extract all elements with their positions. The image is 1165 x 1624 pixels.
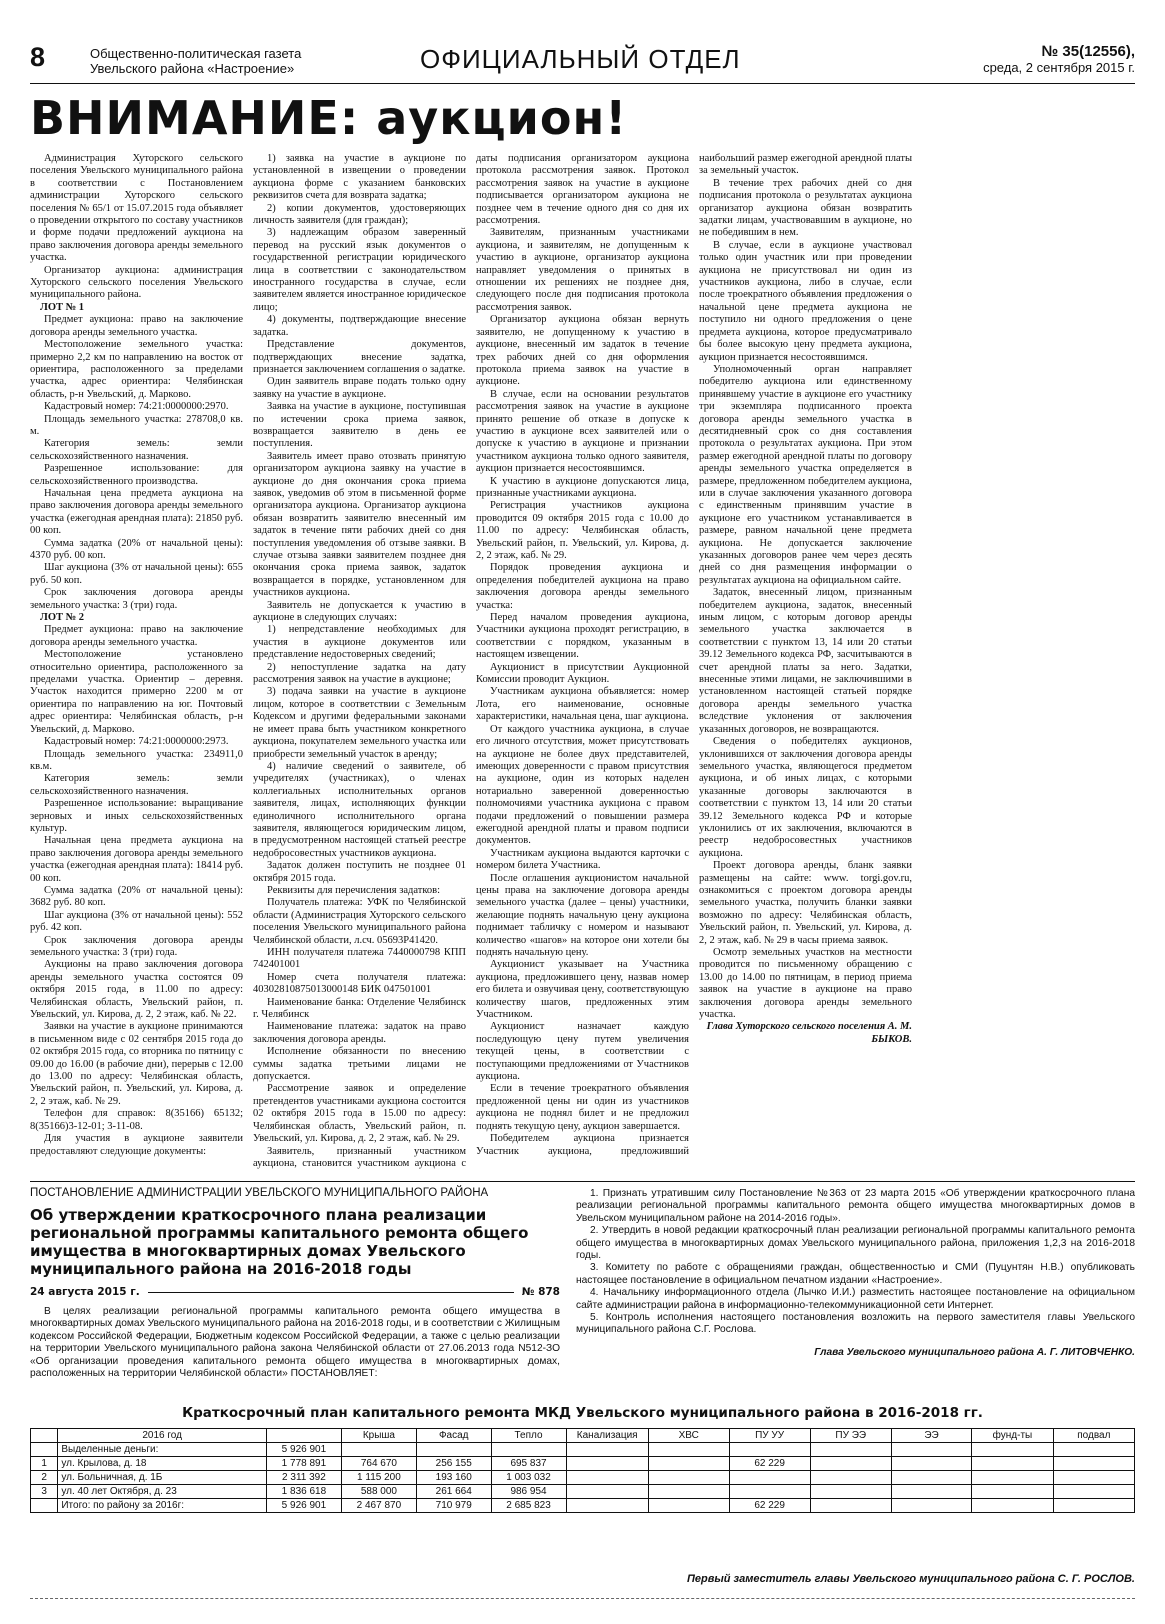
notice-paragraph: Если в течение троекратного объявления предложенной цены ни один из участников аукциона не поднял билет и не предложил поднять текущую цену, аукцион завершается. xyxy=(476,1083,689,1132)
notice-paragraph: Телефон для справок: 8(35166) 65132; 8(35166)3-12-01; 3-11-08. xyxy=(30,1108,243,1132)
decree-date: 24 августа 2015 г. xyxy=(30,1286,140,1298)
decree-kicker: ПОСТАНОВЛЕНИЕ АДМИНИСТРАЦИИ УВЕЛЬСКОГО МУНИЦИПАЛЬНОГО РАЙОНА xyxy=(30,1187,489,1199)
plan-cell xyxy=(810,1485,891,1499)
plan-cell xyxy=(648,1443,729,1457)
notice-paragraph: Администрация Хуторского сельского поселения Увельского муниципального района в соответствии с Постановлением администрации Хуторского сельского поселения № 65/1 от 15.07.2015 года объявляет о проведении открытого по составу участников и форме подачи предложений аукциона на право заключения договора аренды земельного участка. xyxy=(30,153,243,264)
plan-cell xyxy=(648,1499,729,1513)
notice-paragraph: ИНН получателя платежа 7440000798 КПП 742401001 xyxy=(253,947,466,971)
plan-cell: 710 979 xyxy=(416,1499,491,1513)
plan-cell: 1 836 618 xyxy=(266,1485,341,1499)
notice-paragraph: Проект договора аренды, бланк заявки размещены на сайте: www. torgi.gov.ru, ознакомиться с проектом договора аренды земельного участка, получить бланки заявки возможно по адресу: Челябинская область, Увельский район, п. Увельский, ул. Кирова, д. 2, 2 этаж, каб. № 29 в часы приема заявок. xyxy=(699,860,912,946)
notice-paragraph: Уполномоченный орган направляет победителю аукциона или единственному принявшему участие в аукционе его участнику три экземпляра подписанного проекта договора аренды земельного участка в десятидневный срок со дня составления протокола о результатах аукциона. При этом размер ежегодной арендной платы по договору аренды земельного участка определяется в размере, предложенном победителем аукциона, или в случае заключения указанного договора с единственным принявшим участие в аукционе его участником устанавливается в размере, равном начальной цене предмета аукциона. Не допускается заключение указанных договоров ранее чем через десять дней со дня размещения информации о результатах аукциона на официальном сайте. xyxy=(699,363,912,586)
plan-cell xyxy=(566,1499,648,1513)
notice-paragraph: Наименование банка: Отделение Челябинск г. Челябинск xyxy=(253,996,466,1021)
plan-cell: Итого: по району за 2016г: xyxy=(58,1499,267,1513)
notice-paragraph: Сумма задатка (20% от начальной цены): 4370 руб. 00 коп. xyxy=(30,537,243,561)
plan-cell xyxy=(566,1485,648,1499)
plan-cell xyxy=(891,1457,971,1471)
plan-row xyxy=(31,1485,1135,1499)
notice-paragraph: Аукционист указывает на Участника аукциона, предложившего цену, назвав номер его билета и озвучивая цену, соответствующую количеству шагов, предложенных этим Участником. xyxy=(476,959,689,1021)
decree-signature: Глава Увельского муниципального района А. Г. ЛИТОВЧЕНКО. xyxy=(814,1346,1135,1358)
plan-cell: 2 311 392 xyxy=(266,1471,341,1485)
plan-cell xyxy=(972,1485,1053,1499)
notice-paragraph: Срок заключения договора аренды земельного участка: 3 (три) года. xyxy=(30,934,243,958)
plan-header-cell: ЭЭ xyxy=(891,1429,971,1443)
plan-header-cell xyxy=(31,1429,58,1443)
section-divider xyxy=(30,1181,1135,1182)
notice-paragraph: В случае, если на основании результатов рассмотрения заявок на участие в аукционе принято решение об отказе в допуске к участию в аукционе всех заявителей или о допуске к участию в аукционе и признании участником аукциона только одного заявителя, аукцион признается несостоявшимся. xyxy=(476,388,689,475)
notice-paragraph: 2) копии документов, удостоверяющих личность заявителя (для граждан); xyxy=(253,202,466,227)
notice-paragraph: Регистрация участников аукциона проводится 09 октября 2015 года с 10.00 до 11.00 по адресу: Челябинская область, Увельский район, п. Увельский, ул. Кирова, д. 2, 2 этаж, каб. № 29. xyxy=(476,500,689,561)
notice-paragraph: Задаток, внесенный лицом, признанным победителем аукциона, задаток, внесенный иным лицом, с которым договор аренды земельного участка заключается в соответствии с пунктом 13, 14 или 20 статьи 39.12 Земельного кодекса РФ, засчитываются в счет арендной платы за него. Задатки, внесенные этими лицами, не заключившими в установленном настоящей статьей порядке договора аренды земельного участка вследствие уклонения от заключения указанных договоров, не возвращаются. xyxy=(699,587,912,735)
decree-number: № 878 xyxy=(521,1286,560,1298)
plan-cell xyxy=(1053,1485,1134,1499)
notice-paragraph: 2) непоступление задатка на дату рассмотрения заявок на участие в аукционе; xyxy=(253,661,466,686)
plan-cell xyxy=(972,1499,1053,1513)
decree-item: 4. Начальнику информационного отдела (Лычко И.И.) разместить настоящее постановление на официальном сайте администрации района в информационно-телекоммуникационной сети Интернет. xyxy=(576,1287,1135,1311)
plan-cell xyxy=(648,1471,729,1485)
notice-paragraph: Разрешенное использование: для сельскохозяйственного производства. xyxy=(30,463,243,487)
notice-paragraph: Участникам аукциона выдаются карточки с номером билета Участника. xyxy=(476,847,689,872)
plan-header-cell: Канализация xyxy=(566,1429,648,1443)
notice-paragraph: Категория земель: земли сельскохозяйственного назначения. xyxy=(30,773,243,797)
notice-paragraph: Заявки на участие в аукционе принимаются в письменном виде с 02 сентября 2015 года до 02 октября 2015 года, со вторника по пятницу с 09.00 до 16.00 (в рабочие дни), перерыв с 12.00 до 13.00 по адресу: Челябинская область, Увельский район, п. Увельский, ул. Кирова, д. 2, 2 этаж, каб. № 29. xyxy=(30,1021,243,1107)
plan-cell xyxy=(566,1457,648,1471)
notice-paragraph: Заявитель, признанный участником аукциона, становится участником аукциона с даты подписания организатором аукциона протокола рассмотрения заявок. Протокол рассмотрения заявок на участие в аукционе подписывается организатором аукциона не позднее чем в течение одного дня со дня их рассмотрения. xyxy=(253,153,689,1169)
plan-cell xyxy=(810,1457,891,1471)
plan-cell xyxy=(891,1499,971,1513)
plan-cell: 256 155 xyxy=(416,1457,491,1471)
plan-header-cell: Фасад xyxy=(416,1429,491,1443)
notice-paragraph: Местоположение земельного участка: примерно 2,2 км по направлению на восток от ориентира, расположенного за пределами участка, адрес ориентира: Челябинская область, р-н Увельский, д. Марково. xyxy=(30,339,243,400)
notice-paragraph: Кадастровый номер: 74:21:0000000:2970. xyxy=(44,401,229,413)
decree-items xyxy=(576,1188,1135,1337)
notice-paragraph: 4) наличие сведений о заявителе, об учредителях (участниках), о членах коллегиальных исполнительных органов заявителя, лицах, исполняющих функции единоличного исполнительного органа заявителя, являющегося юридическим лицом, в предусмотренном настоящей статьей реестре недобросовестных участников аукциона. xyxy=(253,760,466,859)
newspaper-name-line: Общественно-политическая газета xyxy=(90,46,302,61)
notice-paragraph: Организатор аукциона обязан вернуть заявителю, не допущенному к участию в аукционе, внесенный им задаток в течение трех рабочих дней со дня оформления протокола приема заявок на участие в аукционе. xyxy=(476,314,689,388)
plan-cell xyxy=(491,1443,566,1457)
plan-cell: 3 xyxy=(31,1485,58,1499)
plan-row xyxy=(31,1443,1135,1457)
plan-row xyxy=(31,1457,1135,1471)
plan-cell xyxy=(972,1471,1053,1485)
decree-preamble: В целях реализации региональной программы капитального ремонта общего имущества в многоквартирных домах Увельского муниципального района на 2016-2018 годы, и в соответствии с Жилищным кодексом Российской Федерации, Бюджетным кодексом Российской Федерации, а также с целью реализации на территории Увельского муниципального района закона Челябинской области от 27.06.2013 года N512-ЗО «Об организации проведения капитального ремонта общего имущества в многоквартирных домах, расположенных на территории Челябинской области» ПОСТАНОВЛЯЕТ: xyxy=(30,1306,560,1380)
plan-cell xyxy=(810,1471,891,1485)
notice-paragraph: Аукционист назначает каждую последующую цену путем увеличения текущей цены, в соответствии с поступающими предложениями от Участников аукциона. xyxy=(476,1021,689,1083)
plan-cell xyxy=(891,1485,971,1499)
notice-paragraph: Срок заключения договора аренды земельного участка: 3 (три) года. xyxy=(30,587,243,611)
notice-paragraph: Предмет аукциона: право на заключение договора аренды земельного участка. xyxy=(30,314,243,338)
notice-paragraph: Предмет аукциона: право на заключение договора аренды земельного участка. xyxy=(30,624,243,648)
plan-header-cell xyxy=(266,1429,341,1443)
notice-paragraph: Организатор аукциона: администрация Хуторского сельского поселения Увельского муниципального района. xyxy=(30,264,243,301)
plan-cell: 1 778 891 xyxy=(266,1457,341,1471)
plan-cell: 1 115 200 xyxy=(341,1471,416,1485)
plan-header-cell: Крыша xyxy=(341,1429,416,1443)
plan-cell xyxy=(891,1443,971,1457)
plan-cell xyxy=(566,1471,648,1485)
notice-paragraph: Разрешенное использование: выращивание зерновых и иных сельскохозяйственных культур. xyxy=(30,798,243,834)
plan-cell: 2 685 823 xyxy=(491,1499,566,1513)
plan-cell xyxy=(648,1457,729,1471)
plan-title: Краткосрочный план капитального ремонта МКД Увельского муниципального района в 2016-2018 гг. xyxy=(182,1405,983,1421)
notice-paragraph: Для участия в аукционе заявители предоставляют следующие документы: xyxy=(30,1133,243,1157)
plan-cell: 5 926 901 xyxy=(266,1443,341,1457)
newspaper-name-line: Увельского района «Настроение» xyxy=(90,61,295,76)
plan-cell: ул. 40 лет Октября, д. 23 xyxy=(58,1485,267,1499)
notice-paragraph: 1) заявка на участие в аукционе по установленной в извещении о проведении аукциона форме с указанием банковских реквизитов счета для возврата задатка; xyxy=(253,153,466,202)
plan-cell xyxy=(1053,1471,1134,1485)
plan-cell: 193 160 xyxy=(416,1471,491,1485)
page-bottom-rule xyxy=(30,1598,1135,1599)
notice-paragraph: 4) документы, подтверждающие внесение задатка. xyxy=(253,314,466,338)
plan-cell: ул. Больничная, д. 1Б xyxy=(58,1471,267,1485)
plan-cell xyxy=(729,1471,810,1485)
notice-paragraph: Кадастровый номер: 74:21:0000000:2973. xyxy=(44,736,229,748)
notice-signature: Глава Хуторского сельского поселения А. М. БЫКОВ. xyxy=(706,1021,912,1045)
notice-paragraph: Шаг аукциона (3% от начальной цены): 552 руб. 42 коп. xyxy=(30,909,243,934)
plan-cell: 5 926 901 xyxy=(266,1499,341,1513)
plan-cell xyxy=(972,1457,1053,1471)
notice-paragraph: Перед началом проведения аукциона, Участники аукциона проходят регистрацию, в соответствии с порядком, указанным в настоящем извещении. xyxy=(476,612,689,661)
decree-item: 3. Комитету по работе с обращениями граждан, общественностью и СМИ (Пуцунтян Н.В.) опубликовать настоящее постановление в официальном печатном издании «Настроение». xyxy=(576,1262,1135,1286)
notice-paragraph: В течение трех рабочих дней со дня подписания протокола о результатах аукциона организатор аукциона обязан возвратить задатки лицам, участвовавшим в аукционе, но не победившим в нем. xyxy=(699,177,912,239)
newspaper-name xyxy=(90,46,301,76)
plan-cell xyxy=(648,1485,729,1499)
decree-body xyxy=(576,1188,1135,1359)
notice-paragraph: Шаг аукциона (3% от начальной цены): 655 руб. 50 коп. xyxy=(30,562,243,586)
plan-cell xyxy=(31,1443,58,1457)
notice-paragraph: После оглашения аукционистом начальной цены права на заключение договора аренды земельного участка (далее – цены) участники, желающие поднять начальную цену аукциона поднимает табличку с номером и называют количество «шагов» на которое они хотели бы поднять начальную цену. xyxy=(476,872,689,958)
notice-paragraph: Заявителям, признанным участниками аукциона, и заявителям, не допущенным к участию в аукционе, организатор аукциона направляет уведомления о принятых в отношении их решениях не позднее дня, следующего после дня подписания протокола рассмотрения заявок. xyxy=(476,227,689,313)
headline: ВНИМАНИЕ: аукцион! xyxy=(30,91,628,145)
plan-cell xyxy=(729,1485,810,1499)
notice-paragraph: Получатель платежа: УФК по Челябинской области (Администрация Хуторского сельского поселения Увельского муниципального района Челябинской области, л.сч. 05693P41420. xyxy=(253,897,466,946)
notice-paragraph: Наименование платежа: задаток на право заключения договора аренды. xyxy=(253,1021,466,1045)
section-title: ОФИЦИАЛЬНЫЙ ОТДЕЛ xyxy=(420,44,741,74)
notice-paragraph: Аукционист в присутствии Аукционной Комиссии проводит Аукцион. xyxy=(476,661,689,686)
plan-cell: 588 000 xyxy=(341,1485,416,1499)
plan-cell: 2 xyxy=(31,1471,58,1485)
plan-header-cell: ПУ УУ xyxy=(729,1429,810,1443)
plan-row xyxy=(31,1499,1135,1513)
plan-cell: 261 664 xyxy=(416,1485,491,1499)
page-number: 8 xyxy=(30,42,46,72)
plan-header-cell: ХВС xyxy=(648,1429,729,1443)
plan-cell xyxy=(1053,1499,1134,1513)
notice-paragraph: Номер счета получателя платежа: 40302810875013000148 БИК 047501001 xyxy=(253,971,466,996)
notice-paragraph: 1) непредставление необходимых для участия в аукционе документов или представление недостоверных сведений; xyxy=(253,624,466,661)
issue-info xyxy=(983,44,1135,76)
plan-cell xyxy=(416,1443,491,1457)
notice-paragraph: Местоположение установлено относительно ориентира, расположенного за пределами участка. Ориентир – деревня. Участок находится примерно 2200 м от ориентира по направлению на юг. Почтовый адрес ориентира: Челябинская область, р-н Увельский, д. Марково. xyxy=(30,649,243,735)
notice-paragraph: В случае, если в аукционе участвовал только один участник или при проведении аукциона не присутствовал ни один из участников аукциона, либо в случае, если после троекратного объявления предложения о начальной цене предмета аукциона не поступило ни одного предложения о цене предмета аукциона, которое предусматривало бы более высокую цену предмета аукциона, аукцион признается несостоявшимся. xyxy=(699,239,912,363)
plan-cell: Выделенные деньги: xyxy=(58,1443,267,1457)
lot-heading: ЛОТ № 2 xyxy=(40,612,85,624)
decree-item: 2. Утвердить в новой редакции краткосрочный план реализации региональной программы капитального ремонта общего имущества в многоквартирных домах Увельского муниципального района, приложения 1,2,3 на 2016-2018 годы. xyxy=(576,1225,1135,1262)
notice-paragraph: 3) подача заявки на участие в аукционе лицом, которое в соответствии с Земельным Кодексом и другими федеральными законами не имеет права быть участником конкретного аукциона, покупателем земельного участка или приобрести земельный участок в аренду; xyxy=(253,686,466,760)
notice-paragraph: Рассмотрение заявок и определение претендентов участниками аукциона состоится 02 октября 2015 года в 15.00 по адресу: Челябинская область, Увельский район, п. Увельский, ул. Кирова, д. 2, 2 этаж, каб. № 29. xyxy=(253,1083,466,1145)
date-rule xyxy=(148,1292,514,1293)
plan-cell xyxy=(810,1499,891,1513)
plan-cell xyxy=(1053,1457,1134,1471)
notice-paragraph: Реквизиты для перечисления задатков: xyxy=(267,884,441,896)
notice-paragraph: Задаток должен поступить не позднее 01 октября 2015 года. xyxy=(253,860,466,884)
auction-notice xyxy=(30,153,1135,1173)
issue-date: среда, 2 сентября 2015 г. xyxy=(983,60,1135,75)
notice-paragraph: Заявка на участие в аукционе, поступившая по истечении срока приема заявок, возвращается заявителю в день ее поступления. xyxy=(253,401,466,450)
notice-paragraph: Категория земель: земли сельскохозяйственного назначения. xyxy=(30,438,243,462)
notice-paragraph: Исполнение обязанности по внесению суммы задатка третьими лицами не допускается. xyxy=(253,1046,466,1083)
notice-paragraph: Порядок проведения аукциона и определения победителей аукциона на право заключения договора аренды земельного участка: xyxy=(476,562,689,611)
plan-cell: 62 229 xyxy=(729,1457,810,1471)
plan-header-cell: 2016 год xyxy=(58,1429,267,1443)
notice-paragraph: Участникам аукциона объявляется: номер Лота, его наименование, основные характеристики, начальная цена, шаг аукциона. xyxy=(476,686,689,723)
notice-paragraph: Осмотр земельных участков на местности проводится по письменному обращению с 13.00 до 14.00 по пятницам, в период приема заявок на участие в аукционе на право заключения договора аренды земельного участка. xyxy=(699,947,912,1021)
plan-cell: 2 467 870 xyxy=(341,1499,416,1513)
plan-cell xyxy=(729,1443,810,1457)
plan-header-cell: подвал xyxy=(1053,1429,1134,1443)
masthead xyxy=(30,42,1135,82)
decree-item: 5. Контроль исполнения настоящего постановления возложить на первого заместителя главы Увельского муниципального района С.Г. Рослова. xyxy=(576,1312,1135,1336)
plan-header-cell: фунд-ты xyxy=(972,1429,1053,1443)
notice-paragraph: Сведения о победителях аукционов, уклонившихся от заключения договора аренды земельного участка, являющегося предметом аукциона, и об иных лицах, с которыми указанные договоры заключаются в соответствии с пунктом 13, 14 или 20 статьи 39.12 Земельного кодекса РФ и которые уклонились от их заключения, включаются в реестр недобросовестных участников аукциона. xyxy=(699,736,912,859)
lot-heading: ЛОТ № 1 xyxy=(40,301,85,313)
issue-number: № 35(12556), xyxy=(1041,43,1135,60)
plan-cell xyxy=(1053,1443,1134,1457)
repair-plan-table xyxy=(30,1428,1135,1513)
notice-paragraph: Представление документов, подтверждающих внесение задатка, признается заключением соглашения о задатке. xyxy=(253,339,466,375)
notice-paragraph: Начальная цена предмета аукциона на право заключения договора аренды земельного участка (ежегодная арендная плата): 18414 руб. 00 коп. xyxy=(30,835,243,884)
plan-cell: 764 670 xyxy=(341,1457,416,1471)
masthead-rule xyxy=(30,83,1135,84)
notice-paragraph: Заявитель имеет право отозвать принятую организатором аукциона заявку на участие в аукционе до дня окончания срока приема заявок, уведомив об этом в письменной форме организатора аукциона. Организатор аукциона обязан возвратить заявителю внесенный им задаток в течение пяти рабочих дней со дня поступления уведомления об отзыве заявки. В случае отзыва заявки заявителем позднее дня окончания срока приема заявок, задаток возвращается в порядке, установленном для участников аукциона. xyxy=(253,450,466,599)
plan-header-cell: ПУ ЭЭ xyxy=(810,1429,891,1443)
notice-paragraph: К участию в аукционе допускаются лица, признанные участниками аукциона. xyxy=(476,475,689,499)
plan-cell xyxy=(891,1471,971,1485)
notice-paragraph: 3) надлежащим образом заверенный перевод на русский язык документов о государственной регистрации юридического лица в соответствии с законодательством иностранного государства в случае, если заявителем является иностранное юридическое лицо; xyxy=(253,227,466,313)
plan-cell xyxy=(810,1443,891,1457)
plan-cell: 1 xyxy=(31,1457,58,1471)
notice-paragraph: Победителем аукциона признается Участник аукциона, предложивший наибольший размер ежегодной арендной платы за земельный участок. xyxy=(476,153,912,1157)
plan-cell: ул. Крылова, д. 18 xyxy=(58,1457,267,1471)
plan-header-row xyxy=(31,1429,1135,1443)
plan-header-cell: Тепло xyxy=(491,1429,566,1443)
plan-cell: 62 229 xyxy=(729,1499,810,1513)
notice-paragraph: Начальная цена предмета аукциона на право заключения договора аренды земельного участка (ежегодная арендная плата): 21850 руб. 00 коп. xyxy=(30,487,243,537)
plan-cell xyxy=(972,1443,1053,1457)
notice-paragraph: Площадь земельного участка: 278708,0 кв. м. xyxy=(30,413,243,437)
plan-cell xyxy=(341,1443,416,1457)
notice-paragraph: Сумма задатка (20% от начальной цены): 3682 руб. 80 коп. xyxy=(30,884,243,909)
notice-paragraph: Площадь земельного участка: 234911,0 кв.м. xyxy=(30,748,243,772)
notice-paragraph: От каждого участника аукциона, в случае его личного отсутствия, может присутствовать на аукционе не более двух представителей, имеющих доверенности с правом присутствия на аукционе, один из которых наделен нотариально заверенной доверенностью полномочиями участника аукциона с правом подачи предложений о повышении размера ежегодной арендной платы и правом подписи документов. xyxy=(476,723,689,847)
notice-paragraph: Один заявитель вправе подать только одну заявку на участие в аукционе. xyxy=(253,376,466,400)
notice-paragraph: Аукционы на право заключения договора аренды земельного участка состоятся 09 октября 2015 года, в 11.00 по адресу: Челябинская область, Увельский район, п. Увельский, ул. Кирова, д. 2, 2 этаж, каб. № 22. xyxy=(30,959,243,1021)
plan-cell xyxy=(566,1443,648,1457)
plan-row xyxy=(31,1471,1135,1485)
plan-signature: Первый заместитель главы Увельского муниципального района С. Г. РОСЛОВ. xyxy=(686,1573,1135,1585)
decree-title: Об утверждении краткосрочного плана реализации региональной программы капитального ремонта общего имущества в многоквартирных домах Увельского муниципального района на 2016-2018 годы xyxy=(30,1206,529,1278)
decree-item: 1. Признать утратившим силу Постановление №363 от 23 марта 2015 «Об утверждении краткосрочного плана реализации региональной программы капитального ремонта общего имущества многоквартирных домов в Увельском муниципальном районе на 2014-2016 годы». xyxy=(576,1188,1135,1224)
notice-paragraph: Заявитель не допускается к участию в аукционе в следующих случаях: xyxy=(253,599,466,624)
plan-cell: 695 837 xyxy=(491,1457,566,1471)
decree-date-row xyxy=(30,1286,560,1298)
decree-header xyxy=(30,1186,560,1380)
plan-cell xyxy=(31,1499,58,1513)
plan-cell: 1 003 032 xyxy=(491,1471,566,1485)
plan-cell: 986 954 xyxy=(491,1485,566,1499)
